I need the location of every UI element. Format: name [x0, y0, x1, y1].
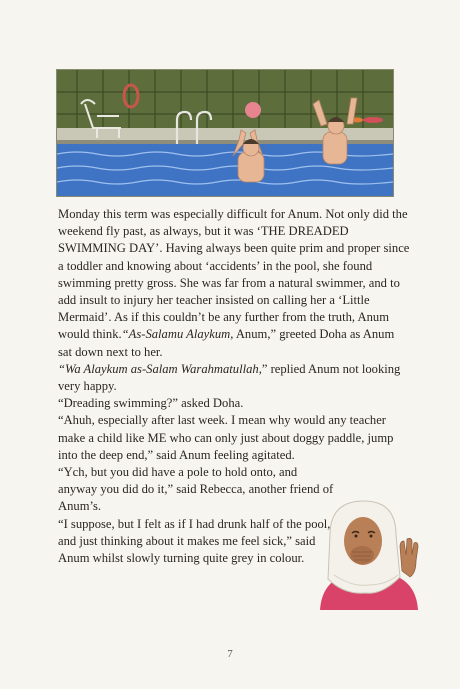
greeting-rest: Anum,” greeted Doha as Anum sat down next to her.: [58, 327, 395, 359]
reply-line: “Wa Alaykum as-Salam Warahmatullah,” replied Anum not looking very happy.: [58, 361, 401, 394]
girl-hijab-illustration: [312, 495, 426, 610]
greeting-salam-italic: “As-Salamu Alaykum,: [121, 327, 234, 342]
reply-salam-italic: “Wa Alaykum as-Salam Warahmatullah,: [58, 361, 262, 376]
page-number: 7: [227, 648, 233, 660]
anum-line-2: “I suppose, but I felt as if I had drunk half of the pool, and just thinking about it makes me feel sick,” said Anum whilst slowly turning quite grey in colour.: [58, 516, 331, 566]
paragraph-intro: Monday this term was especially difficult for Anum. Not only did the weekend fly past, as always, but it was ‘THE DREADED SWIMMING DAY’. Having always been quite prim and proper since a toddler and knowing about ‘accidents’ in the pool, she found swimming pretty gross. She was far from a natural swimmer, and to add insult to injury her teacher insisted on calling her a ‘Little Mermaid’. As if this couldn’t be any further from the truth, Anum would think.“As-Salamu Alaykum, Anum,” greeted Doha as Anum sat down next to her.: [58, 207, 410, 359]
doha-line: “Dreading swimming?” asked Doha.: [58, 396, 244, 411]
rebecca-line: “Ych, but you did have a pole to hold onto, and anyway you did do it,” said Rebecca, another friend of Anum’s.: [58, 465, 334, 514]
pool-illustration: [56, 69, 394, 197]
anum-line-1: “Ahuh, especially after last week. I mean why would any teacher make a child like ME who can only just about doggy paddle, jump into the deep end,” said Anum feeling agitated.: [58, 413, 394, 462]
